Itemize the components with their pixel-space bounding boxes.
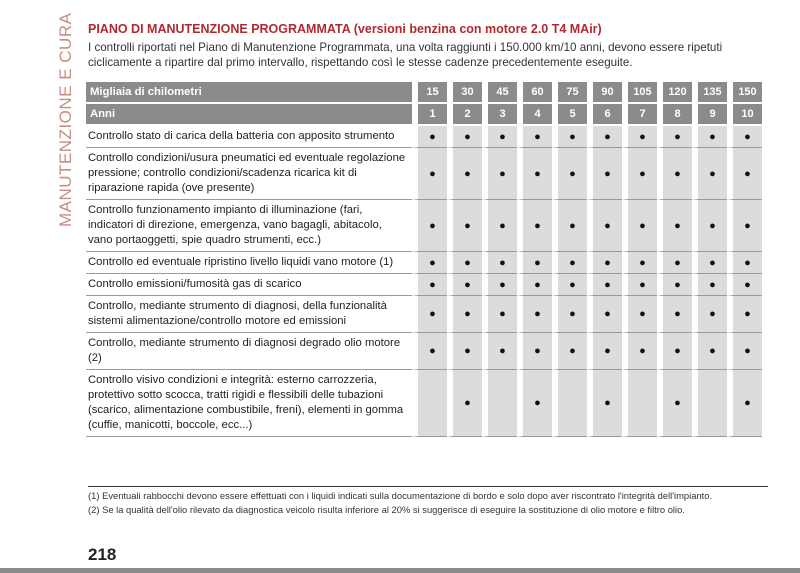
interval-mark-cell: ● [692, 126, 727, 148]
row-description: Controllo funzionamento impianto di illuminazione (fari, indicatori di direzione, emergenza, vano bagagli, abitacolo, vano portaoggetti, spie quadro strumenti, ecc.) [86, 200, 412, 252]
section-side-tab [40, 12, 75, 240]
interval-mark-cell: ● [727, 274, 762, 296]
interval-mark-cell: ● [552, 252, 587, 274]
interval-mark-cell: ● [727, 200, 762, 252]
km-header-cell: 90 [587, 82, 622, 104]
interval-mark-cell: ● [587, 200, 622, 252]
footnote-2: (2) Se la qualità dell'olio rilevato da diagnostica veicolo risulta inferiore al 20% si suggerisce di eseguire la sostituzione di olio motore e filtro olio. [88, 504, 685, 515]
interval-mark-cell: ● [482, 296, 517, 333]
interval-mark-cell: ● [657, 274, 692, 296]
interval-mark-cell: ● [727, 333, 762, 370]
footnotes [88, 486, 768, 517]
km-header-cell: 30 [447, 82, 482, 104]
interval-mark-cell [552, 370, 587, 437]
years-header-cell: 4 [517, 104, 552, 126]
interval-mark-cell [622, 370, 657, 437]
row-description: Controllo, mediante strumento di diagnosi, della funzionalità sistemi alimentazione/controllo motore ed emissioni [86, 296, 412, 333]
km-header-cell: 60 [517, 82, 552, 104]
interval-mark-cell: ● [657, 148, 692, 200]
years-header-row [86, 104, 762, 126]
interval-mark-cell: ● [587, 252, 622, 274]
interval-mark-cell: ● [552, 274, 587, 296]
interval-mark-cell: ● [412, 200, 447, 252]
years-header-cell: 3 [482, 104, 517, 126]
interval-mark-cell: ● [517, 296, 552, 333]
table-row [86, 333, 762, 370]
interval-mark-cell: ● [657, 126, 692, 148]
interval-mark-cell: ● [692, 296, 727, 333]
table-row [86, 252, 762, 274]
interval-mark-cell: ● [517, 333, 552, 370]
interval-mark-cell: ● [657, 296, 692, 333]
interval-mark-cell: ● [517, 252, 552, 274]
interval-mark-cell: ● [622, 126, 657, 148]
years-header-cell: 5 [552, 104, 587, 126]
interval-mark-cell: ● [622, 333, 657, 370]
interval-mark-cell: ● [692, 252, 727, 274]
interval-mark-cell: ● [622, 148, 657, 200]
interval-mark-cell: ● [727, 296, 762, 333]
interval-mark-cell: ● [517, 126, 552, 148]
interval-mark-cell: ● [482, 333, 517, 370]
interval-mark-cell: ● [517, 274, 552, 296]
interval-mark-cell: ● [412, 126, 447, 148]
interval-mark-cell: ● [692, 333, 727, 370]
footnote-1: (1) Eventuali rabbocchi devono essere effettuati con i liquidi indicati sulla documentazione di bordo e solo dopo aver riscontrato l'integrità dell'impianto. [88, 490, 713, 501]
interval-mark-cell [412, 370, 447, 437]
interval-mark-cell: ● [587, 148, 622, 200]
interval-mark-cell: ● [412, 148, 447, 200]
years-header-cell: 1 [412, 104, 447, 126]
years-header-cell: 9 [692, 104, 727, 126]
interval-mark-cell: ● [482, 252, 517, 274]
km-header-cell: 75 [552, 82, 587, 104]
table-row [86, 148, 762, 200]
interval-mark-cell: ● [447, 333, 482, 370]
interval-mark-cell: ● [727, 148, 762, 200]
years-header-cell: 6 [587, 104, 622, 126]
row-description: Controllo, mediante strumento di diagnosi degrado olio motore (2) [86, 333, 412, 370]
km-header-cell: 15 [412, 82, 447, 104]
km-header-cell: 120 [657, 82, 692, 104]
interval-mark-cell: ● [692, 200, 727, 252]
interval-mark-cell: ● [727, 126, 762, 148]
page-number: 218 [88, 545, 117, 564]
km-header-label: Migliaia di chilometri [86, 82, 412, 104]
page-title-main: PIANO DI MANUTENZIONE PROGRAMMATA [88, 22, 351, 36]
km-header-cell: 150 [727, 82, 762, 104]
interval-mark-cell: ● [482, 148, 517, 200]
row-description: Controllo stato di carica della batteria con apposito strumento [86, 126, 412, 148]
page-title-sub: (versioni benzina con motore 2.0 T4 MAir) [353, 22, 602, 36]
interval-mark-cell: ● [727, 252, 762, 274]
interval-mark-cell [482, 370, 517, 437]
km-header-cell: 135 [692, 82, 727, 104]
interval-mark-cell: ● [412, 333, 447, 370]
km-header-cell: 105 [622, 82, 657, 104]
interval-mark-cell: ● [447, 296, 482, 333]
interval-mark-cell: ● [412, 274, 447, 296]
interval-mark-cell: ● [447, 274, 482, 296]
interval-mark-cell: ● [657, 370, 692, 437]
bottom-bar [0, 568, 800, 573]
interval-mark-cell: ● [692, 274, 727, 296]
interval-mark-cell: ● [587, 274, 622, 296]
interval-mark-cell: ● [727, 370, 762, 437]
interval-mark-cell: ● [482, 274, 517, 296]
interval-mark-cell: ● [447, 370, 482, 437]
interval-mark-cell: ● [622, 274, 657, 296]
interval-mark-cell: ● [552, 200, 587, 252]
row-description: Controllo condizioni/usura pneumatici ed eventuale regolazione pressione; controllo condizioni/scadenza ricarica kit di riparazione rapida (ove presente) [86, 148, 412, 200]
interval-mark-cell: ● [692, 148, 727, 200]
interval-mark-cell: ● [657, 333, 692, 370]
years-header-cell: 7 [622, 104, 657, 126]
interval-mark-cell: ● [447, 252, 482, 274]
interval-mark-cell: ● [482, 200, 517, 252]
interval-mark-cell: ● [552, 126, 587, 148]
years-header-label: Anni [86, 104, 412, 126]
interval-mark-cell: ● [587, 126, 622, 148]
years-header-cell: 8 [657, 104, 692, 126]
table-row [86, 200, 762, 252]
interval-mark-cell: ● [552, 333, 587, 370]
page-title [88, 22, 602, 36]
row-description: Controllo ed eventuale ripristino livello liquidi vano motore (1) [86, 252, 412, 274]
table-row [86, 274, 762, 296]
km-header-cell: 45 [482, 82, 517, 104]
row-description: Controllo visivo condizioni e integrità: esterno carrozzeria, protettivo sotto scocca, tratti rigidi e flessibili delle tubazioni (scarico, alimentazione combustibile, freni), elementi in gomma (cuffie, manicotti, boccole, ecc...) [86, 370, 412, 437]
interval-mark-cell: ● [412, 296, 447, 333]
interval-mark-cell: ● [587, 296, 622, 333]
interval-mark-cell: ● [517, 200, 552, 252]
interval-mark-cell: ● [447, 126, 482, 148]
table-row [86, 296, 762, 333]
row-description: Controllo emissioni/fumosità gas di scarico [86, 274, 412, 296]
interval-mark-cell: ● [587, 333, 622, 370]
years-header-cell: 2 [447, 104, 482, 126]
interval-mark-cell: ● [657, 200, 692, 252]
interval-mark-cell: ● [552, 148, 587, 200]
table-row [86, 126, 762, 148]
interval-mark-cell: ● [412, 252, 447, 274]
interval-mark-cell: ● [517, 148, 552, 200]
maintenance-table [86, 82, 762, 437]
interval-mark-cell: ● [622, 200, 657, 252]
interval-mark-cell: ● [482, 126, 517, 148]
interval-mark-cell [692, 370, 727, 437]
years-header-cell: 10 [727, 104, 762, 126]
interval-mark-cell: ● [552, 296, 587, 333]
interval-mark-cell: ● [447, 148, 482, 200]
interval-mark-cell: ● [517, 370, 552, 437]
interval-mark-cell: ● [622, 252, 657, 274]
interval-mark-cell: ● [657, 252, 692, 274]
section-side-tab-label: MANUTENZIONE E CURA [56, 12, 75, 227]
interval-mark-cell: ● [587, 370, 622, 437]
intro-paragraph: I controlli riportati nel Piano di Manutenzione Programmata, una volta raggiunti i 150.000 km/10 anni, devono essere ripetuti ciclicamente a ripartire dal primo intervallo, rispettando così le stesse cadenze precedentemente eseguite. [88, 41, 723, 69]
km-header-row [86, 82, 762, 104]
table-row [86, 370, 762, 437]
interval-mark-cell: ● [622, 296, 657, 333]
interval-mark-cell: ● [447, 200, 482, 252]
